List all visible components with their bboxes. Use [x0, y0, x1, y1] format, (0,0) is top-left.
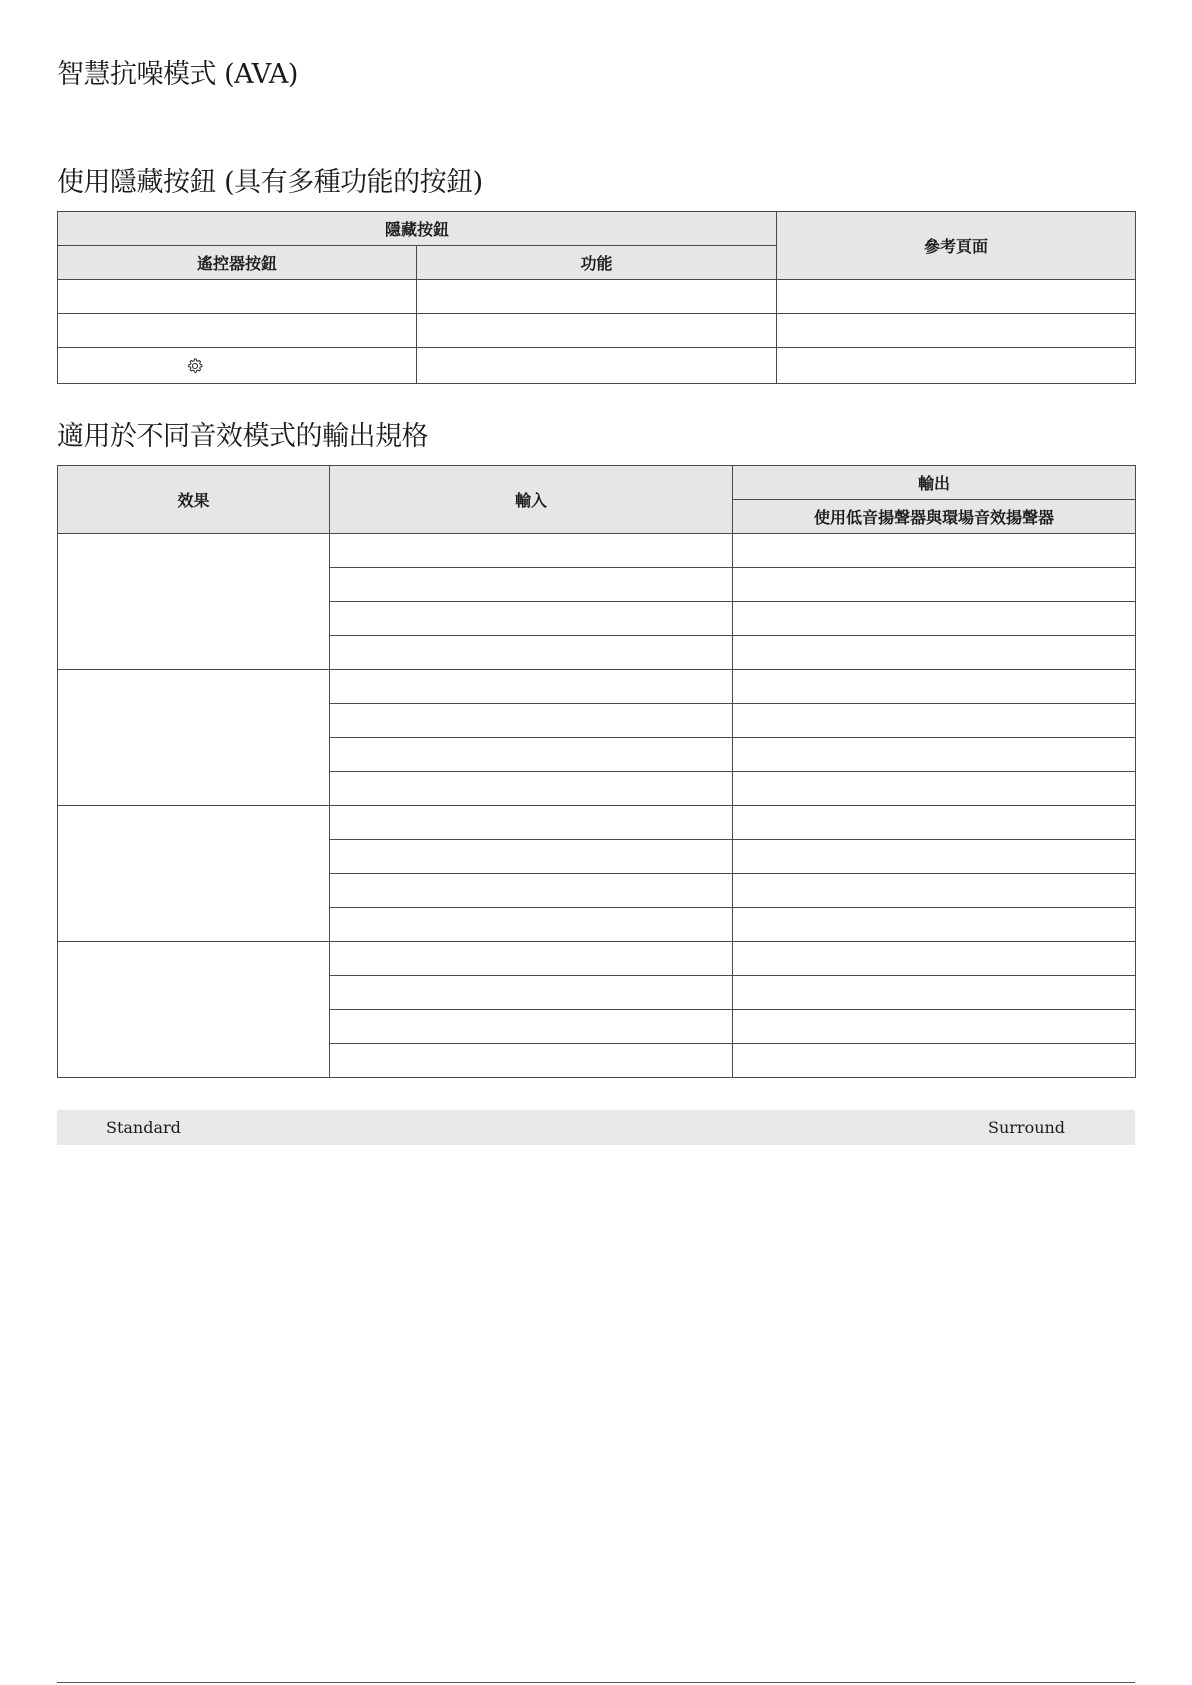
- remote-button-cell: [58, 280, 417, 314]
- hidden-buttons-group-header: 隱藏按鈕: [58, 212, 777, 246]
- output-cell: [733, 908, 1136, 942]
- effect-cell: [58, 534, 330, 670]
- section-title-hidden-buttons: 使用隱藏按鈕 (具有多種功能的按鈕): [57, 167, 483, 198]
- output-spec-table: [57, 465, 1136, 1078]
- effect-cell: [58, 942, 330, 1078]
- function-cell: [417, 348, 777, 384]
- output-header: 輸出: [733, 466, 1136, 500]
- input-cell: [330, 1044, 733, 1078]
- output-cell: [733, 840, 1136, 874]
- output-cell: [733, 942, 1136, 976]
- output-cell: [733, 976, 1136, 1010]
- remote-button-cell: [58, 348, 417, 384]
- output-cell: [733, 806, 1136, 840]
- effect-header: 效果: [58, 466, 330, 534]
- input-cell: [330, 568, 733, 602]
- input-cell: [330, 806, 733, 840]
- input-cell: [330, 772, 733, 806]
- reference-cell: [777, 348, 1136, 384]
- effect-cell: [58, 670, 330, 806]
- table-row: [58, 280, 1136, 314]
- input-header: 輸入: [330, 466, 733, 534]
- reference-cell: [777, 314, 1136, 348]
- table-row: [58, 806, 1136, 840]
- function-cell: [417, 314, 777, 348]
- input-cell: [330, 636, 733, 670]
- remote-button-cell: [58, 314, 417, 348]
- function-header: 功能: [417, 246, 777, 280]
- output-cell: [733, 772, 1136, 806]
- output-subheader: 使用低音揚聲器與環場音效揚聲器: [733, 500, 1136, 534]
- function-cell: [417, 280, 777, 314]
- effect-cell: [58, 806, 330, 942]
- output-cell: [733, 636, 1136, 670]
- output-cell: [733, 602, 1136, 636]
- page-bottom-rule: [57, 1682, 1135, 1683]
- reference-cell: [777, 280, 1136, 314]
- output-cell: [733, 534, 1136, 568]
- input-cell: [330, 976, 733, 1010]
- hidden-buttons-table: [57, 211, 1136, 384]
- output-cell: [733, 704, 1136, 738]
- note-surround-label: Surround: [988, 1118, 1066, 1137]
- input-cell: [330, 908, 733, 942]
- input-cell: [330, 670, 733, 704]
- output-cell: [733, 568, 1136, 602]
- input-cell: [330, 738, 733, 772]
- input-cell: [330, 534, 733, 568]
- gear-icon: [186, 357, 204, 375]
- input-cell: [330, 602, 733, 636]
- table-row: [58, 942, 1136, 976]
- output-cell: [733, 874, 1136, 908]
- remote-button-header: 遙控器按鈕: [58, 246, 417, 280]
- output-cell: [733, 1044, 1136, 1078]
- input-cell: [330, 1010, 733, 1044]
- table-row: [58, 314, 1136, 348]
- table-row: [58, 670, 1136, 704]
- output-cell: [733, 738, 1136, 772]
- reference-page-header: 參考頁面: [777, 212, 1136, 280]
- note-bar: [57, 1110, 1135, 1145]
- input-cell: [330, 874, 733, 908]
- section-title-ava: 智慧抗噪模式 (AVA): [57, 59, 298, 90]
- input-cell: [330, 942, 733, 976]
- input-cell: [330, 704, 733, 738]
- output-cell: [733, 670, 1136, 704]
- input-cell: [330, 840, 733, 874]
- output-cell: [733, 1010, 1136, 1044]
- section-title-output-spec: 適用於不同音效模式的輸出規格: [57, 421, 428, 452]
- note-standard-label: Standard: [106, 1118, 181, 1137]
- table-row: [58, 348, 1136, 384]
- table-row: [58, 534, 1136, 568]
